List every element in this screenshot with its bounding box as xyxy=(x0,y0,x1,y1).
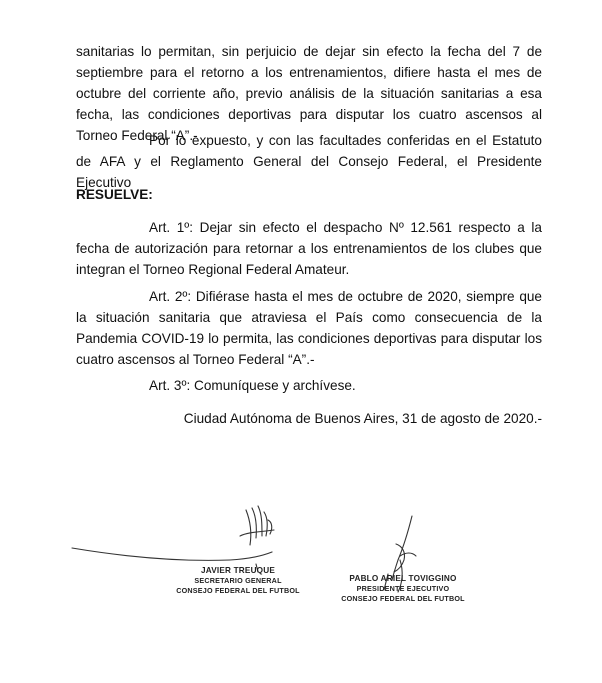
signature-block-presidente xyxy=(328,574,478,604)
signer-name: JAVIER TREUQUE xyxy=(200,566,276,575)
paragraph-continued: sanitarias lo permitan, sin perjuicio de dejar sin efecto la fecha del 7 de septiembre para el retorno a los entrenamientos, difiere hasta el mes de octubre del corriente año, previo análisis de la situación sanitarias a esa fecha, las condiciones deportivas para disputar los cuatro ascensos al Torneo Federal “A”.- xyxy=(76,44,542,143)
signature-treuque xyxy=(72,506,274,572)
article-1: Art. 1º: Dejar sin efecto el despacho Nº 12.561 respecto a la fecha de autorización para retornar a los entrenamientos de los clubes que integran el Torneo Regional Federal Amateur. xyxy=(76,220,542,277)
article-2: Art. 2º: Difiérase hasta el mes de octubre de 2020, siempre que la situación sanitaria que atraviesa el País como consecuencia de la Pandemia COVID-19 lo permita, las condiciones deportivas para disputar los cuatro ascensos al Torneo Federal “A”.- xyxy=(76,289,542,367)
signer-role: SECRETARIO GENERAL xyxy=(194,576,282,585)
signer-org: CONSEJO FEDERAL DEL FUTBOL xyxy=(341,594,465,603)
date-line: Ciudad Autónoma de Buenos Aires, 31 de agosto de 2020.- xyxy=(183,411,542,426)
paragraph-expuesto: Por lo expuesto, y con las facultades conferidas en el Estatuto de AFA y el Reglamento General del Consejo Federal, el Presidente Ejecutivo xyxy=(76,133,542,190)
signer-name: PABLO ARIEL TOVIGGINO xyxy=(349,574,457,583)
signer-org: CONSEJO FEDERAL DEL FUTBOL xyxy=(176,586,300,595)
resuelve-heading: RESUELVE: xyxy=(76,187,153,202)
signature-block-secretario xyxy=(168,566,308,596)
article-3: Art. 3º: Comuníquese y archívese. xyxy=(149,378,356,393)
signer-role: PRESIDENTE EJECUTIVO xyxy=(356,584,450,593)
